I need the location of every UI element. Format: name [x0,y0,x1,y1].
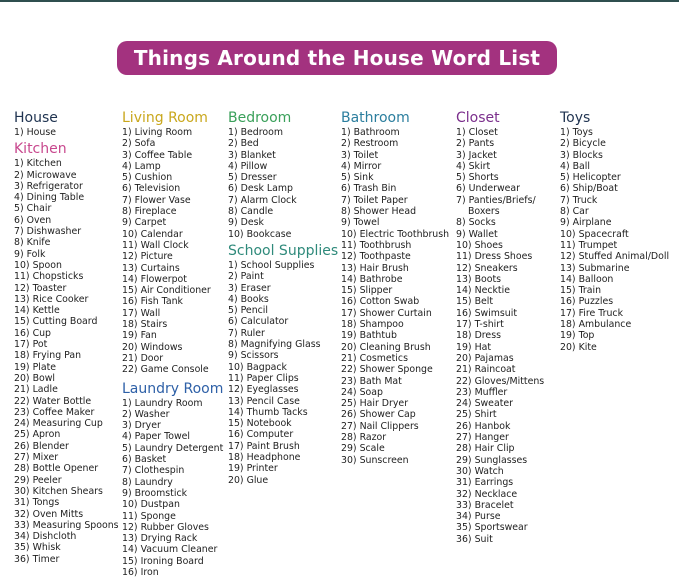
list-item: 26) Shower Cap [341,409,416,421]
list-item: 16) Cotton Swab [341,296,420,308]
list-item: 17) Pot [14,339,48,351]
list-item: 2) Microwave [14,169,77,181]
section-list-house [14,127,119,138]
section-list-bedroom [228,127,338,240]
list-item: 8) Fireplace [122,206,177,218]
list-item: 5) Cushion [122,172,173,184]
list-item: 14) Flowerpot [122,273,187,285]
list-item: 3) Eraser [228,282,271,294]
list-item: 17) Paint Brush [228,440,300,452]
list-item: 24) Measuring Cup [14,418,103,430]
list-item: 8) Magnifying Glass [228,339,321,351]
list-item: 29) Scale [341,443,385,455]
list-item: 22) Water Bottle [14,395,92,407]
list-item: 20) Pajamas [456,352,514,364]
list-item: 18) Frying Pan [14,350,82,362]
list-item: 19) Bathtub [341,330,397,342]
list-item: 6) Oven [14,214,52,226]
list-item: 9) Desk [228,217,264,229]
column-bedroom-school [228,110,338,486]
list-item: 14) Thumb Tacks [228,406,308,418]
list-item: 32) Necklace [456,488,518,500]
list-item: 16) Puzzles [560,296,614,308]
list-item: 10) Spoon [14,259,62,271]
section-heading-kitchen: Kitchen [14,141,67,158]
list-item: 6) Trash Bin [341,183,397,195]
list-item: 10) Dustpan [122,499,180,511]
list-item: 9) Towel [341,217,380,229]
list-item: 26) Blender [14,440,69,452]
list-item: 35) Sportswear [456,522,528,534]
list-item: 13) Boots [456,273,502,285]
list-item: 23) Muffler [456,386,508,398]
list-item: 9) Wallet [456,228,498,240]
list-item: 2) Bicycle [560,138,606,150]
list-item: 15) Air Conditioner [122,285,211,297]
list-item: 6) Desk Lamp [228,183,293,195]
list-item: 36) Timer [14,553,60,565]
list-item: 21) Raincoat [456,364,516,376]
list-item: 8) Shower Head [341,206,417,218]
list-item: 7) Toilet Paper [341,194,408,206]
list-item: 1) Toys [560,127,593,138]
list-item: 13) Hair Brush [341,262,409,274]
list-item: 6) Ship/Boat [560,183,618,195]
list-item: 16) Cup [14,327,52,339]
list-item: 9) Scissors [228,350,279,362]
list-item: 12) Toaster [14,282,67,294]
list-item: 15) Slipper [341,285,393,297]
section-heading-laundry-room: Laundry Room [122,380,224,397]
list-item: 6) Underwear [456,183,521,195]
list-item: 16) Fish Tank [122,296,183,308]
list-item: 28) Razor [341,432,387,444]
list-item: 12) Toothpaste [341,251,411,263]
list-item: 7) Clothespin [122,465,185,477]
list-item: 13) Rice Cooker [14,293,89,305]
column-living-laundry [122,110,223,578]
list-item: 10) Shoes [456,239,503,251]
list-item: 26) Hanbok [456,420,511,432]
list-item: 22) Shower Sponge [341,364,433,376]
list-item: 4) Lamp [122,160,161,172]
list-item: 29) Sunglasses [456,454,528,466]
list-item: 3) Toilet [341,149,379,161]
list-item: 2) Pants [456,138,495,150]
list-item: 8) Car [560,206,589,218]
list-item: 30) Sunscreen [341,454,409,466]
list-item: 3) Blanket [228,149,276,161]
list-item: 3) Coffee Table [122,149,193,161]
list-item: 3) Refrigerator [14,180,83,192]
list-item: 1) School Supplies [228,259,315,271]
section-heading-school-supplies: School Supplies [228,242,339,259]
list-item: 20) Kite [560,341,597,353]
list-item: 19) Printer [228,463,278,475]
list-item: 1) Bedroom [228,127,284,138]
list-item: 25) Apron [14,429,61,441]
section-heading-living-room: Living Room [122,110,208,126]
list-item: 9) Airplane [560,217,612,229]
list-item: 5) Helicopter [560,172,621,184]
list-item: 14) Vacuum Cleaner [122,544,218,556]
page-title: Things Around the House Word List [117,41,557,75]
list-item: 18) Stairs [122,319,168,331]
list-item: 34) Purse [456,511,501,523]
list-item: 7) Alarm Clock [228,194,297,206]
list-item: 15) Train [560,285,602,297]
list-item: 4) Mirror [341,160,382,172]
list-item: 20) Windows [122,341,183,353]
list-item: 1) Kitchen [14,158,62,170]
list-item: 11) Paper Clips [228,372,299,384]
list-item: 11) Sponge [122,510,176,522]
list-item: 5) Shorts [456,172,499,184]
list-item: 13) Pencil Case [228,395,300,407]
section-heading-closet: Closet [456,110,500,126]
list-item: 14) Kettle [14,305,60,317]
list-item: 5) Sink [341,172,374,184]
list-item: 9) Broomstick [122,487,188,499]
list-item: 5) Dresser [228,172,277,184]
list-item: 6) Calculator [228,316,289,328]
list-item: 25) Shirt [456,409,497,421]
list-item: 9) Folk [14,248,46,260]
list-item: 13) Submarine [560,262,630,274]
list-item: 7) Ruler [228,327,265,339]
list-item: 11) Trumpet [560,239,618,251]
list-item: 1) Closet [456,127,498,138]
list-item: 18) Dress [456,330,501,342]
list-item: 13) Curtains [122,262,180,274]
list-item: 17) T-shirt [456,319,504,331]
list-item: 16) Computer [228,429,294,441]
list-item: 30) Kitchen Shears [14,485,103,497]
list-item: 34) Dishcloth [14,531,77,543]
list-item: 14) Necktie [456,285,510,297]
list-item: 12) Picture [122,251,173,263]
list-item: 19) Fan [122,330,157,342]
list-item: 23) Bath Mat [341,375,402,387]
list-item: 8) Knife [14,237,51,249]
list-item: Boxers [468,206,500,218]
list-item: 30) Watch [456,465,504,477]
list-item: 4) Books [228,293,269,305]
list-item: 27) Nail Clippers [341,420,419,432]
section-heading-house: House [14,110,58,126]
list-item: 14) Bathrobe [341,273,403,285]
list-item: 7) Panties/Briefs/ [456,194,536,206]
list-item: 11) Chopsticks [14,271,84,283]
list-item: 16) Iron [122,566,159,578]
list-item: 33) Measuring Spoons [14,519,119,531]
list-item: 12) Stuffed Animal/Doll [560,251,670,263]
list-item: 15) Cutting Board [14,316,98,328]
list-item: 5) Laundry Detergent [122,442,224,454]
list-item: 13) Drying Rack [122,533,198,545]
list-item: 1) Living Room [122,127,193,138]
list-item: 11) Dress Shoes [456,251,533,263]
list-item: 18) Ambulance [560,319,632,331]
list-item: 4) Pillow [228,160,268,172]
list-item: 28) Bottle Opener [14,463,99,475]
list-item: 10) Bagpack [228,361,287,373]
list-item: 31) Earrings [456,477,514,489]
list-item: 12) Eyeglasses [228,384,299,396]
list-item: 31) Tongs [14,497,60,509]
list-item: 17) Fire Truck [560,307,624,319]
section-heading-bedroom: Bedroom [228,110,292,126]
list-item: 11) Toothbrush [341,239,412,251]
section-list-bathroom [341,127,449,466]
column-toys [560,110,669,353]
list-item: 25) Hair Dryer [341,398,409,410]
list-item: 20) Bowl [14,372,56,384]
section-heading-bathroom: Bathroom [341,110,410,126]
list-item: 22) Gloves/Mittens [456,375,545,387]
list-item: 11) Wall Clock [122,239,189,251]
list-item: 14) Balloon [560,273,614,285]
section-list-closet [456,127,544,545]
list-item: 8) Socks [456,217,496,229]
list-item: 28) Hair Clip [456,443,515,455]
list-item: 27) Mixer [14,452,59,464]
top-border [0,0,679,2]
list-item: 36) Suit [456,533,493,545]
list-item: 7) Flower Vase [122,194,191,206]
section-heading-toys: Toys [560,110,591,126]
list-item: 18) Headphone [228,452,301,464]
section-list-school-supplies [228,260,338,486]
list-item: 4) Skirt [456,160,491,172]
list-item: 12) Rubber Gloves [122,521,209,533]
list-item: 20) Glue [228,474,269,486]
list-item: 27) Hanger [456,432,509,444]
section-list-kitchen [14,158,119,565]
list-item: 2) Paint [228,271,264,283]
list-item: 2) Restroom [341,138,399,150]
list-item: 7) Truck [560,194,598,206]
section-list-laundry-room [122,398,223,578]
list-item: 19) Plate [14,361,57,373]
list-item: 15) Ironing Board [122,555,204,567]
list-item: 19) Top [560,330,595,342]
list-item: 5) Pencil [228,305,268,317]
list-item: 8) Laundry [122,476,173,488]
section-list-living-room [122,127,223,376]
list-item: 7) Dishwasher [14,226,82,238]
list-item: 22) Game Console [122,364,209,376]
list-item: 10) Calendar [122,228,183,240]
list-item: 18) Shampoo [341,319,404,331]
list-item: 10) Electric Toothbrush [341,228,450,240]
list-item: 8) Candle [228,206,274,218]
list-item: 24) Soap [341,386,383,398]
list-item: 2) Bed [228,138,259,150]
list-item: 17) Shower Curtain [341,307,432,319]
list-item: 15) Notebook [228,418,292,430]
list-item: 1) Laundry Room [122,397,203,409]
list-item: 6) Television [122,183,181,195]
list-item: 5) Chair [14,203,52,215]
list-item: 2) Sofa [122,138,156,150]
column-house-kitchen [14,110,119,565]
list-item: 35) Whisk [14,542,61,554]
list-item: 32) Oven Mitts [14,508,84,520]
list-item: 2) Washer [122,408,170,420]
list-item: 15) Belt [456,296,494,308]
column-closet [456,110,544,545]
list-item: 17) Wall [122,307,161,319]
list-item: 3) Dryer [122,420,161,432]
list-item: 3) Blocks [560,149,603,161]
list-item: 21) Ladle [14,384,58,396]
list-item: 10) Bookcase [228,228,292,240]
list-item: 4) Paper Towel [122,431,191,443]
column-bathroom [341,110,449,466]
list-item: 19) Hat [456,341,492,353]
list-item: 4) Dining Table [14,192,85,204]
list-item: 3) Jacket [456,149,497,161]
list-item: 12) Sneakers [456,262,518,274]
list-item: 23) Coffee Maker [14,406,95,418]
list-item: 20) Cleaning Brush [341,341,431,353]
list-item: 9) Carpet [122,217,167,229]
list-item: 1) Bathroom [341,127,400,138]
list-item: 6) Basket [122,454,167,466]
list-item: 33) Bracelet [456,499,514,511]
list-item: 1) House [14,127,56,138]
list-item: 21) Cosmetics [341,352,408,364]
list-item: 10) Spacecraft [560,228,629,240]
list-item: 24) Sweater [456,398,513,410]
list-item: 29) Peeler [14,474,62,486]
section-list-toys [560,127,669,353]
list-item: 16) Swimsuit [456,307,518,319]
list-item: 4) Ball [560,160,590,172]
list-item: 21) Door [122,352,164,364]
